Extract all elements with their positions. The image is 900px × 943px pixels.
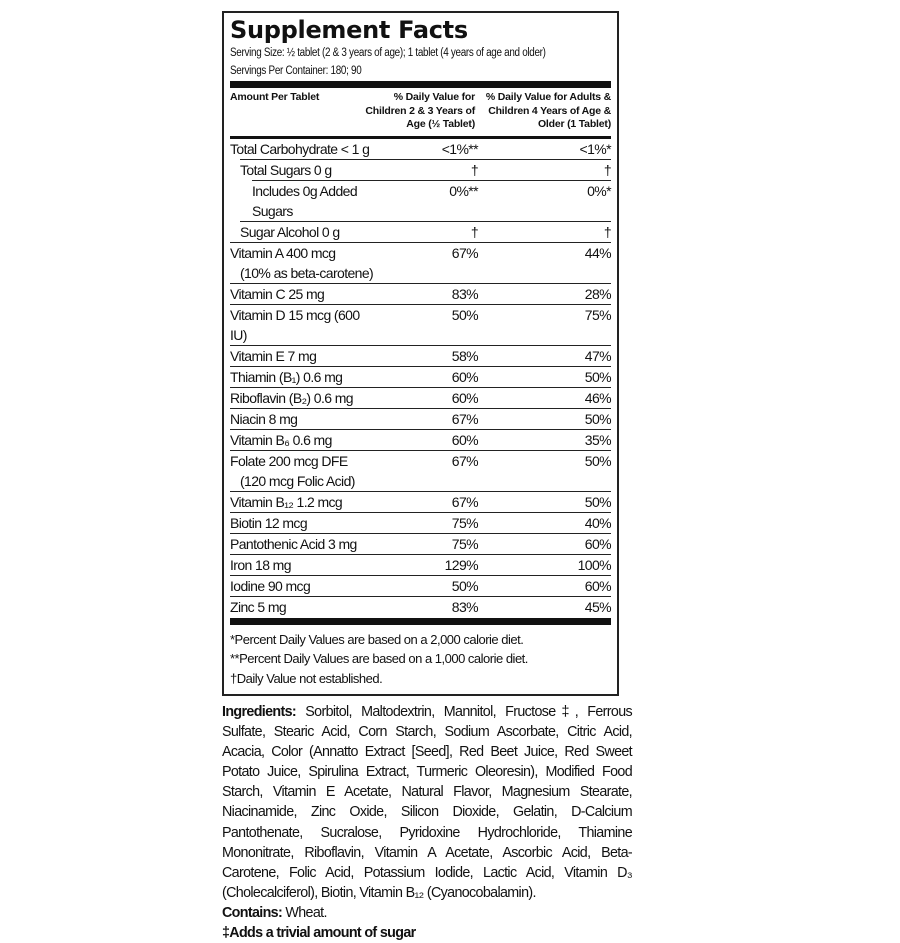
ingredients-text: Sorbitol, Maltodextrin, Mannitol, Fructose‡, Ferrous Sulfate, Stearic Acid, Corn Starch, Sodium Ascorbate, Citric Acid, Acacia, Color (Annatto Extract [Seed], Red Beet Juice, Red Sweet Potato Juice, Spirulina Extract, Turmeric Oleoresin), Modified Food Starch, Vitamin E Acetate, Natural Flavor, Magnesium Stearate, Niacinamide, Zinc Oxide, Silicon Dioxide, Gelatin, D-Calcium Pantothenate, Sucralose, Pyridoxine Hydrochloride, Thiamine Mononitrate, Riboflavin, Vitamin A Acetate, Ascorbic Acid, Beta-Carotene, Folic Acid, Potassium Iodide, Lactic Acid, Vitamin D₃ (Cholecalciferol), Biotin, Vitamin B₁₂ (Cyanocobalamin). — [222, 704, 632, 901]
nutrient-name — [230, 409, 378, 429]
nutrient-label: Vitamin D 15 mcg (600 IU) — [230, 306, 360, 343]
nutrient-name — [230, 534, 378, 554]
sugar-note: ‡Adds a trivial amount of sugar — [222, 925, 416, 942]
adults-dv-value: 50% — [584, 410, 611, 427]
nutrient-name — [230, 284, 378, 304]
nutrient-label: Iron 18 mg — [230, 556, 291, 573]
nutrient-name — [230, 597, 378, 617]
adults-dv-value: 50% — [584, 493, 611, 510]
adults-dv-value: 35% — [584, 431, 611, 448]
adults-dv-value: † — [603, 223, 611, 240]
divider-thick — [230, 618, 611, 625]
allergen-statement — [222, 903, 632, 923]
contains-label: Contains: — [222, 904, 283, 921]
adults-dv-value: 44% — [584, 244, 611, 261]
children-dv-value: 75% — [451, 535, 478, 552]
nutrient-name — [230, 451, 378, 491]
children-dv-value: 67% — [451, 244, 478, 261]
nutrient-row — [230, 429, 611, 450]
children-dv-value: 50% — [451, 577, 478, 594]
nutrient-row — [230, 512, 611, 533]
adults-dv-value: <1%* — [579, 140, 611, 157]
children-dv-value: 83% — [451, 285, 478, 302]
children-dv-value: 58% — [451, 347, 478, 364]
nutrient-name — [252, 181, 378, 221]
nutrient-note: (10% as beta-carotene) — [240, 264, 374, 281]
sugar-note-line — [222, 923, 632, 943]
nutrient-row — [230, 554, 611, 575]
nutrient-row — [230, 450, 611, 491]
nutrient-name — [230, 305, 378, 345]
nutrient-name — [230, 430, 378, 450]
children-dv-value: 67% — [451, 493, 478, 510]
divider-thick — [230, 81, 611, 88]
nutrient-label: Vitamin A 400 mcg — [230, 244, 336, 261]
servings-per-container-line — [230, 62, 611, 80]
children-dv-value: † — [470, 161, 478, 178]
children-dv-value: † — [470, 223, 478, 240]
nutrient-name — [240, 222, 378, 242]
children-dv-value: 60% — [451, 431, 478, 448]
ingredients-section — [222, 702, 632, 943]
contains-text: Wheat. — [285, 904, 327, 921]
nutrient-label: Includes 0g Added Sugars — [252, 182, 358, 219]
footnotes — [230, 630, 611, 689]
nutrient-label: Folate 200 mcg DFE — [230, 452, 348, 469]
adults-dv-value: † — [603, 161, 611, 178]
servings-per-container: Servings Per Container: 180; 90 — [230, 65, 362, 77]
nutrient-label: Zinc 5 mg — [230, 598, 287, 615]
adults-dv-value: 50% — [584, 452, 611, 469]
nutrient-row — [230, 283, 611, 304]
adults-dv-value: 60% — [584, 535, 611, 552]
nutrient-label: Total Sugars 0 g — [240, 161, 332, 178]
nutrient-row — [230, 596, 611, 617]
nutrient-note: (120 mcg Folic Acid) — [240, 472, 355, 489]
adults-dv-value: 28% — [584, 285, 611, 302]
supplement-facts-panel — [222, 11, 619, 696]
nutrient-label: Riboflavin (B₂) 0.6 mg — [230, 389, 353, 406]
header-amount: Amount Per Tablet — [230, 91, 320, 103]
serving-size-line — [230, 44, 611, 62]
children-dv-value: 50% — [451, 306, 478, 323]
label-page — [222, 11, 636, 943]
adults-dv-value: 100% — [577, 556, 611, 573]
nutrient-name — [230, 367, 378, 387]
nutrient-row — [230, 408, 611, 429]
nutrient-table — [230, 139, 611, 617]
nutrient-label: Total Carbohydrate < 1 g — [230, 140, 370, 157]
nutrient-label: Vitamin C 25 mg — [230, 285, 325, 302]
nutrient-name — [230, 388, 378, 408]
nutrient-row — [230, 387, 611, 408]
serving-size: Serving Size: ½ tablet (2 & 3 years of age); 1 tablet (4 years of age and older) — [230, 47, 546, 59]
children-dv-value: 67% — [451, 452, 478, 469]
children-dv-value: 83% — [451, 598, 478, 615]
ingredients-list — [222, 702, 632, 903]
adults-dv-value: 50% — [584, 368, 611, 385]
ingredients-label: Ingredients: — [222, 704, 297, 720]
children-dv-value: 60% — [451, 368, 478, 385]
header-children-dv: % Daily Value for Children 2 & 3 Years of Age (½ Tablet) — [365, 91, 475, 130]
children-dv-value: 129% — [444, 556, 478, 573]
nutrient-row — [230, 345, 611, 366]
nutrient-name — [230, 513, 378, 533]
nutrient-name — [230, 555, 378, 575]
nutrient-label: Sugar Alcohol 0 g — [240, 223, 340, 240]
nutrient-name — [230, 346, 378, 366]
nutrient-name — [230, 576, 378, 596]
nutrient-row — [230, 242, 611, 283]
nutrient-row — [230, 491, 611, 512]
nutrient-label: Pantothenic Acid 3 mg — [230, 535, 357, 552]
nutrient-row — [240, 159, 611, 180]
nutrient-label: Vitamin B₆ 0.6 mg — [230, 431, 332, 448]
adults-dv-value: 0%* — [587, 182, 611, 199]
nutrient-row — [240, 221, 611, 242]
adults-dv-value: 40% — [584, 514, 611, 531]
children-dv-value: 75% — [451, 514, 478, 531]
nutrient-label: Vitamin B₁₂ 1.2 mcg — [230, 493, 343, 510]
nutrient-label: Niacin 8 mg — [230, 410, 298, 427]
footnote: *Percent Daily Values are based on a 2,000 calorie diet. — [230, 631, 524, 647]
adults-dv-value: 75% — [584, 306, 611, 323]
nutrient-row — [230, 533, 611, 554]
nutrient-label: Iodine 90 mcg — [230, 577, 311, 594]
nutrient-row — [230, 366, 611, 387]
children-dv-value: <1%** — [441, 140, 478, 157]
table-header — [230, 88, 611, 139]
nutrient-label: Vitamin E 7 mg — [230, 347, 317, 364]
children-dv-value: 0%** — [449, 182, 478, 199]
adults-dv-value: 45% — [584, 598, 611, 615]
nutrient-row — [230, 575, 611, 596]
nutrient-label: Thiamin (B₁) 0.6 mg — [230, 368, 343, 385]
nutrient-name — [230, 243, 378, 283]
header-adults-dv: % Daily Value for Adults & Children 4 Years of Age & Older (1 Tablet) — [485, 91, 611, 130]
children-dv-value: 67% — [451, 410, 478, 427]
adults-dv-value: 60% — [584, 577, 611, 594]
adults-dv-value: 46% — [584, 389, 611, 406]
nutrient-name — [240, 160, 378, 180]
footnote: †Daily Value not established. — [230, 670, 383, 686]
nutrient-label: Biotin 12 mcg — [230, 514, 308, 531]
nutrient-row — [230, 304, 611, 345]
nutrient-row — [252, 180, 611, 221]
adults-dv-value: 47% — [584, 347, 611, 364]
children-dv-value: 60% — [451, 389, 478, 406]
panel-title: Supplement Facts — [230, 16, 468, 44]
footnote: **Percent Daily Values are based on a 1,000 calorie diet. — [230, 651, 528, 666]
nutrient-name — [230, 492, 378, 512]
nutrient-name — [230, 139, 378, 159]
nutrient-row — [230, 139, 611, 159]
